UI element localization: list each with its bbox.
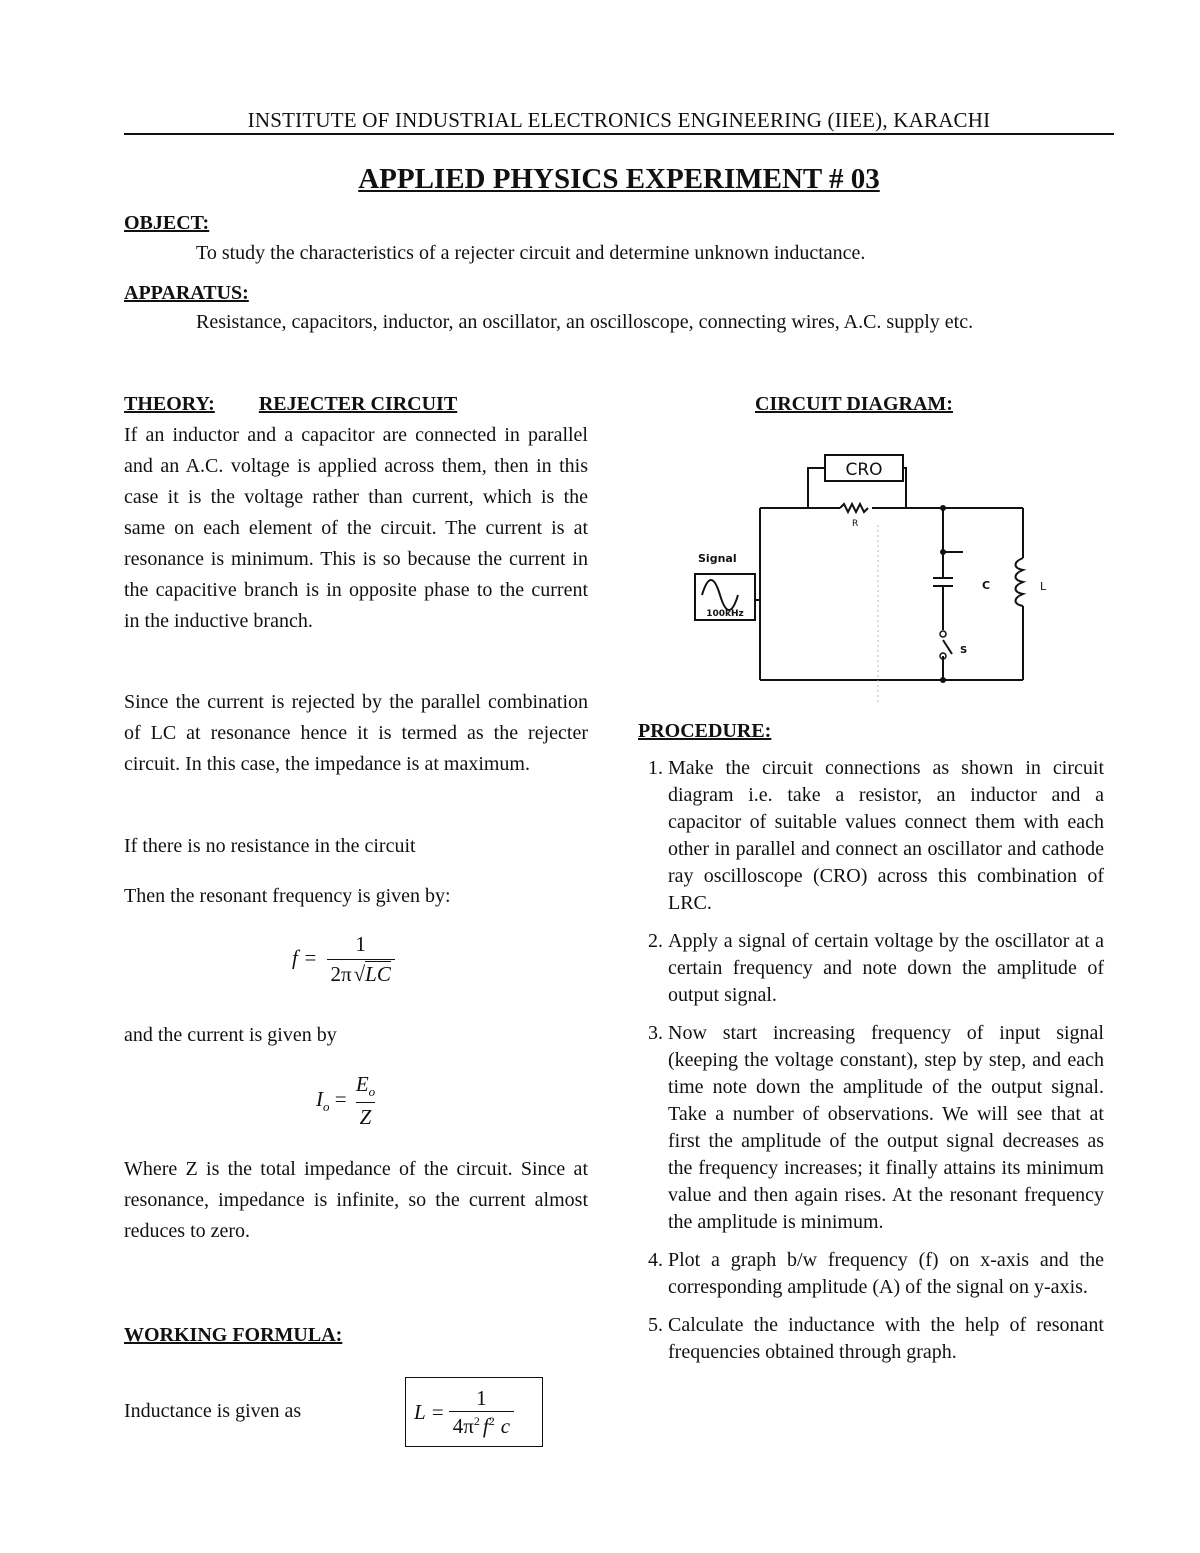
- inductor-label: L: [1040, 580, 1047, 593]
- sqrt-sign-icon: √: [353, 962, 366, 986]
- apparatus-heading: APPARATUS:: [124, 282, 249, 304]
- switch-lever-icon: [943, 640, 952, 654]
- junction-cap-dot: [940, 549, 946, 555]
- eq-current-fraction: [352, 1072, 379, 1130]
- procedure-step: 2. Apply a signal of certain voltage by the oscillator at a certain frequency and note down the amplitude of output signal.: [668, 928, 1104, 1009]
- theory-paragraph-3: If there is no resistance in the circuit: [124, 835, 416, 857]
- object-text: To study the characteristics of a rejecter circuit and determine unknown inductance.: [196, 242, 866, 264]
- cro-label: CRO: [845, 460, 883, 480]
- eq-current-lhs: I: [316, 1086, 323, 1111]
- resistor-label: R: [852, 519, 859, 529]
- switch-contact-top: [940, 631, 946, 637]
- institute-header: INSTITUTE OF INDUSTRIAL ELECTRONICS ENGINEERING (IIEE), KARACHI: [247, 108, 991, 132]
- eq-current-num-sub: o: [368, 1084, 376, 1100]
- signal-label: Signal: [698, 552, 737, 565]
- theory-paragraph-4: Then the resonant frequency is given by:: [124, 885, 451, 907]
- capacitor-junction: [943, 552, 963, 578]
- cro-left-lead: [808, 468, 825, 508]
- eq-freq-two-pi: 2π: [330, 962, 352, 986]
- sine-wave-icon: [702, 580, 738, 610]
- working-formula-text: Inductance is given as: [124, 1400, 302, 1422]
- eq-freq-fraction: [327, 932, 395, 987]
- eq-current-num-e: E: [355, 1072, 369, 1096]
- object-heading: OBJECT:: [124, 212, 210, 234]
- eq-freq-root: LC: [365, 962, 391, 986]
- eq-l-f: f: [482, 1413, 489, 1438]
- procedure-heading: PROCEDURE:: [638, 720, 772, 742]
- junction-bottom-dot: [940, 677, 946, 683]
- inductor-coil-icon: [1016, 558, 1024, 606]
- inductance-formula-box: [405, 1377, 543, 1447]
- apparatus-text: Resistance, capacitors, inductor, an oscillator, an oscilloscope, connecting wires, A.C. supply etc.: [196, 311, 974, 333]
- signal-frequency-label: 100kHz: [706, 609, 744, 619]
- eq-l-fraction: [449, 1386, 514, 1439]
- procedure-step: 1. Make the circuit connections as shown in circuit diagram i.e. take a resistor, an inductor and a capacitor of suitable values connect them with each other in parallel and connect an oscillator and cathode ray oscilloscope (CRO) across this combination of LRC.: [668, 755, 1104, 917]
- theory-heading-row: [124, 393, 457, 416]
- header-rule: [124, 133, 1114, 135]
- theory-paragraph-5: and the current is given by: [124, 1024, 337, 1046]
- current-equation: [316, 1072, 379, 1130]
- eq-l-numerator: 1: [476, 1385, 487, 1410]
- eq-current-equals: =: [334, 1086, 347, 1111]
- procedure-step: 5. Calculate the inductance with the help of resonant frequencies obtained through graph.: [668, 1312, 1104, 1366]
- working-formula-heading: WORKING FORMULA:: [124, 1324, 343, 1346]
- capacitor-label: C: [982, 579, 991, 592]
- eq-l-denominator: [449, 1411, 514, 1439]
- eq-l-c: c: [500, 1413, 511, 1438]
- procedure-step: 4. Plot a graph b/w frequency (f) on x-axis and the corresponding amplitude (A) of the signal on y-axis.: [668, 1247, 1104, 1301]
- eq-freq-lhs: f =: [292, 945, 318, 970]
- resonant-frequency-equation: [292, 932, 395, 987]
- eq-freq-denominator: [327, 959, 395, 987]
- page-title: APPLIED PHYSICS EXPERIMENT # 03: [358, 163, 880, 195]
- eq-l-four-pi: 4π: [452, 1413, 474, 1438]
- procedure-list: [638, 755, 1104, 1366]
- eq-l-sup-1: 2: [473, 1413, 480, 1428]
- theory-paragraph-2: Since the current is rejected by the parallel combination of LC at resonance hence it is termed as the rejecter circuit. In this case, the impedance is at maximum.: [124, 691, 588, 775]
- junction-top-dot: [940, 505, 946, 511]
- eq-current-denominator: Z: [356, 1102, 376, 1130]
- circuit-diagram: [690, 450, 1070, 710]
- switch-label: S: [960, 645, 968, 656]
- theory-subheading: REJECTER CIRCUIT: [258, 393, 458, 415]
- procedure-list-container: [638, 755, 1104, 1377]
- eq-l-sup-2: 2: [488, 1413, 495, 1428]
- theory-paragraph-6: Where Z is the total impedance of the circuit. Since at resonance, impedance is infinite, so the current almost reduces to zero.: [124, 1158, 588, 1242]
- theory-heading: THEORY:: [124, 393, 215, 415]
- capacitor-plates-icon: [933, 578, 953, 586]
- eq-current-lhs-sub: o: [323, 1099, 330, 1115]
- circuit-diagram-heading: CIRCUIT DIAGRAM:: [755, 393, 953, 415]
- eq-current-numerator: [352, 1072, 379, 1102]
- theory-paragraph-1: If an inductor and a capacitor are connected in parallel and an A.C. voltage is applied across them, then in this case it is the voltage rather than current, which is the same on each element of the circuit. The current is at resonance is minimum. This is so because the current in the capacitive branch is in opposite phase to the current in the inductive branch.: [124, 424, 588, 632]
- eq-l-lhs: L =: [414, 1399, 445, 1424]
- eq-freq-numerator: 1: [355, 932, 366, 956]
- resistor-icon: [840, 504, 868, 512]
- procedure-step: 3. Now start increasing frequency of input signal (keeping the voltage constant), step by step, and each time note down the amplitude of the output signal. Take a number of observations. We will see that at first the amplitude of the output signal decreases as the frequency increases; it finally attains its minimum value and then again rises. At the resonant frequency the amplitude is minimum.: [668, 1020, 1104, 1236]
